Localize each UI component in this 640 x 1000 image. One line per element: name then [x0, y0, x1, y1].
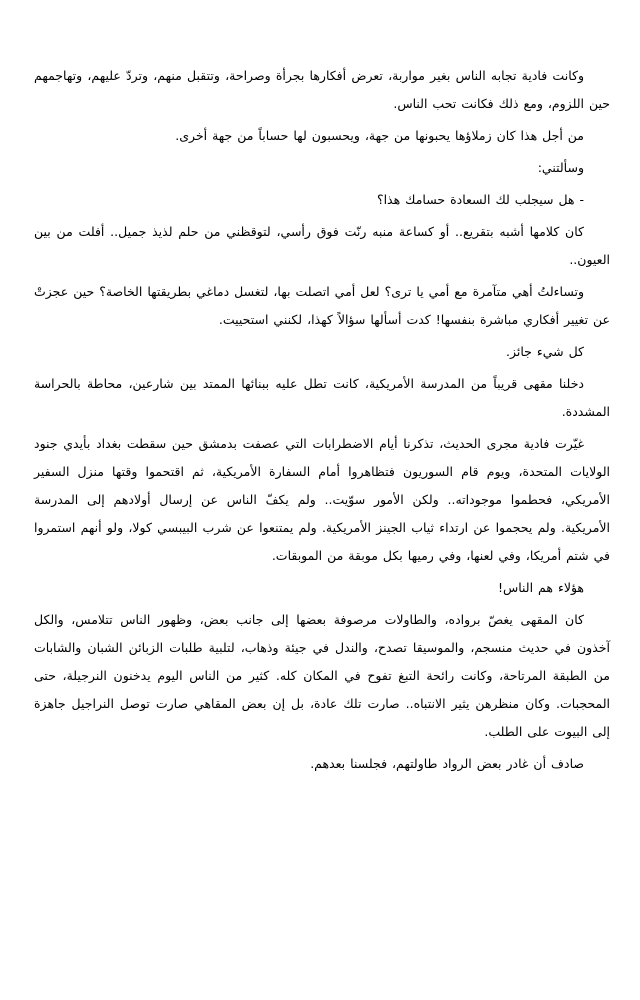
paragraph: هؤلاء هم الناس!	[497, 580, 584, 595]
paragraph: وتساءلتُ أهي متآمرة مع أمي يا ترى؟ لعل أمي اتصلت بها، لتغسل دماغي بطريقتها الخاصة؟ حين عجزتْ عن تغيير أفكاري مباشرة بنفسها! كدت أسألها سؤالاً كهذا، لكنني استحييت.	[34, 284, 610, 327]
dialogue-line: - هل سيجلب لك السعادة حسامك هذا؟	[376, 192, 584, 207]
paragraph: وسألتني:	[537, 160, 584, 175]
paragraph: كان كلامها أشبه بتقريع.. أو كساعة منبه رنّت فوق رأسي، لتوقظني من حلم لذيذ جميل.. أفلت من بين العيون..	[34, 224, 610, 267]
paragraph: كان المقهى يغصّ برواده، والطاولات مرصوفة بعضها إلى جانب بعض، وظهور الناس تتلامس، والكل آخذون في حديث منسجم، والموسيقا تصدح، والندل في جيئة وذهاب، لتلبية طلبات الزبائن الشبان والشابات من الطبقة المرتاحة، وكانت رائحة التبغ تفوح في المكان كله. كثير من الناس اليوم يدخنون النرجيلة، حتى المحجبات. وكان منظرهن يثير الانتباه.. صارت تلك عادة، بل إن بعض المقاهي صارت توصل النراجيل جاهزة إلى البيوت على الطلب.	[34, 612, 610, 739]
paragraph: صادف أن غادر بعض الرواد طاولتهم، فجلسنا بعدهم.	[310, 756, 584, 771]
paragraph: وكانت فادية تجابه الناس بغير مواربة، تعرض أفكارها بجرأة وصراحة، وتتقبل منهم، وتردّ عليهم، وتهاجمهم حين اللزوم، ومع ذلك فكانت تحب الناس.	[34, 68, 610, 111]
paragraph: كل شيء جائز.	[505, 344, 584, 359]
paragraph: غيّرت فادية مجرى الحديث، تذكرنا أيام الاضطرابات التي عصفت بدمشق حين سقطت بغداد بأيدي جنود الولايات المتحدة، ويوم قام السوريون فتظاهروا أمام السفارة الأمريكية، ثم اقتحموا وقتها منزل السفير الأمريكي، فحطموا موجوداته.. ولكن الأمور سوّيت.. ولم يكفّ الناس عن إرسال أولادهم إلى المدرسة الأمريكية. ولم يحجموا عن ارتداء ثياب الجينز الأمريكية. ولم يمتنعوا عن شرب البيبسي كولا، ولو أنهم استمروا في شتم أمريكا، وفي لعنها، وفي رميها بكل موبقة من الموبقات.	[34, 436, 610, 563]
paragraph: من أجل هذا كان زملاؤها يحبونها من جهة، ويحسبون لها حساباً من جهة أخرى.	[175, 128, 584, 143]
paragraph: دخلنا مقهى قريباً من المدرسة الأمريكية، كانت تطل عليه ببنائها الممتد بين شارعين، محاطة بالحراسة المشددة.	[34, 376, 610, 419]
